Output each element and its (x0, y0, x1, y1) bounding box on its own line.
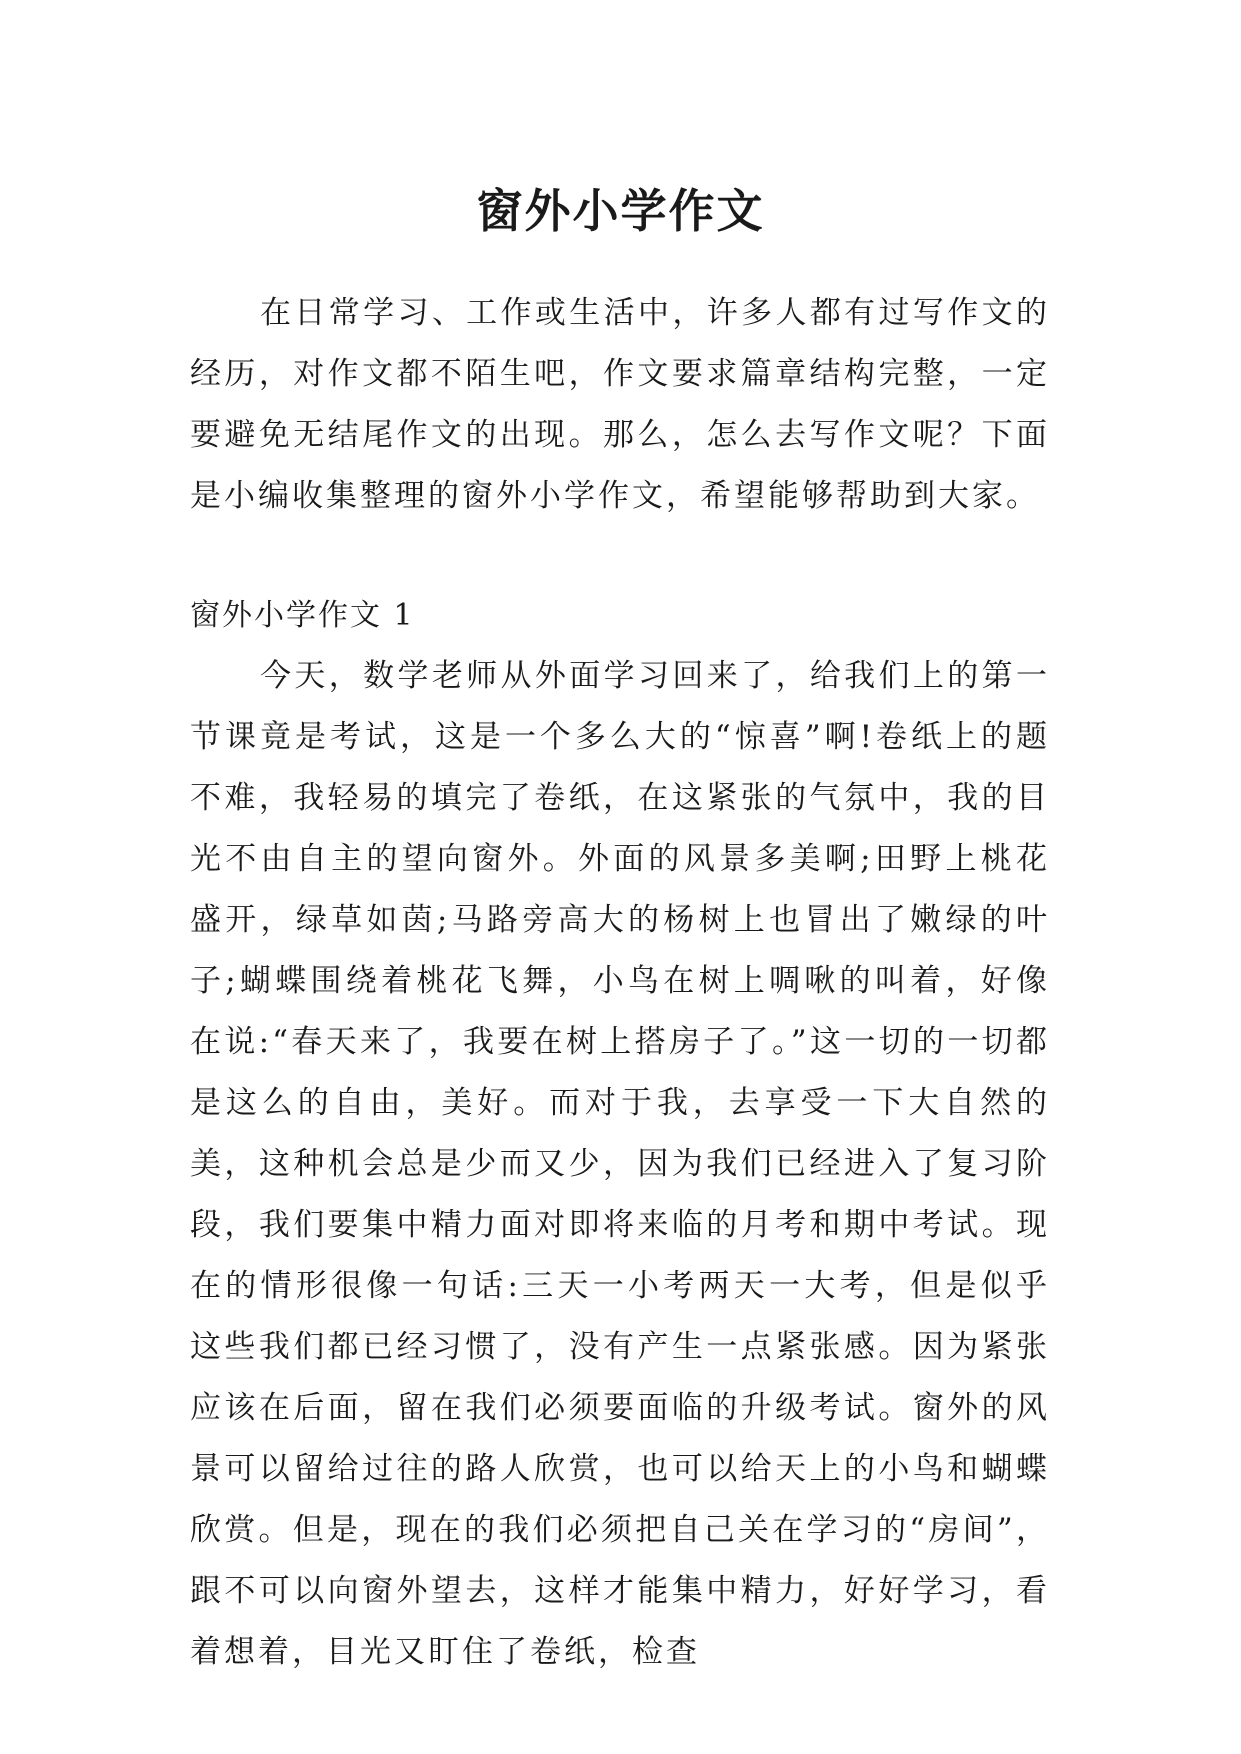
section-heading: 窗外小学作文 1 (190, 598, 415, 633)
section-paragraph: 今天，数学老师从外面学习回来了，给我们上的第一节课竟是考试，这是一个多么大的“惊喜”啊!卷纸上的题不难，我轻易的填完了卷纸，在这紧张的气氛中，我的目光不由自主的望向窗外。外面的风景多美啊;田野上桃花盛开，绿草如茵;马路旁高大的杨树上也冒出了嫩绿的叶子;蝴蝶围绕着桃花飞舞，小鸟在树上啁啾的叫着，好像在说:“春天来了，我要在树上搭房子了。”这一切的一切都是这么的自由，美好。而对于我，去享受一下大自然的美，这种机会总是少而又少，因为我们已经进入了复习阶段，我们要集中精力面对即将来临的月考和期中考试。现在的情形很像一句话:三天一小考两天一大考，但是似乎这些我们都已经习惯了，没有产生一点紧张感。因为紧张应该在后面，留在我们必须要面临的升级考试。窗外的风景可以留给过往的路人欣赏，也可以给天上的小鸟和蝴蝶欣赏。但是，现在的我们必须把自己关在学习的“房间”，跟不可以向窗外望去，这样才能集中精力，好好学习，看着想着，目光又盯住了卷纸，检查 (190, 658, 1050, 1670)
paragraph-spacer (190, 527, 1050, 585)
document-content (190, 283, 1050, 1683)
intro-paragraph: 在日常学习、工作或生活中，许多人都有过写作文的经历，对作文都不陌生吧，作文要求篇章结构完整，一定要避免无结尾作文的出现。那么，怎么去写作文呢？下面是小编收集整理的窗外小学作文，希望能够帮助到大家。 (190, 295, 1050, 514)
document-title: 窗外小学作文 (476, 183, 765, 238)
